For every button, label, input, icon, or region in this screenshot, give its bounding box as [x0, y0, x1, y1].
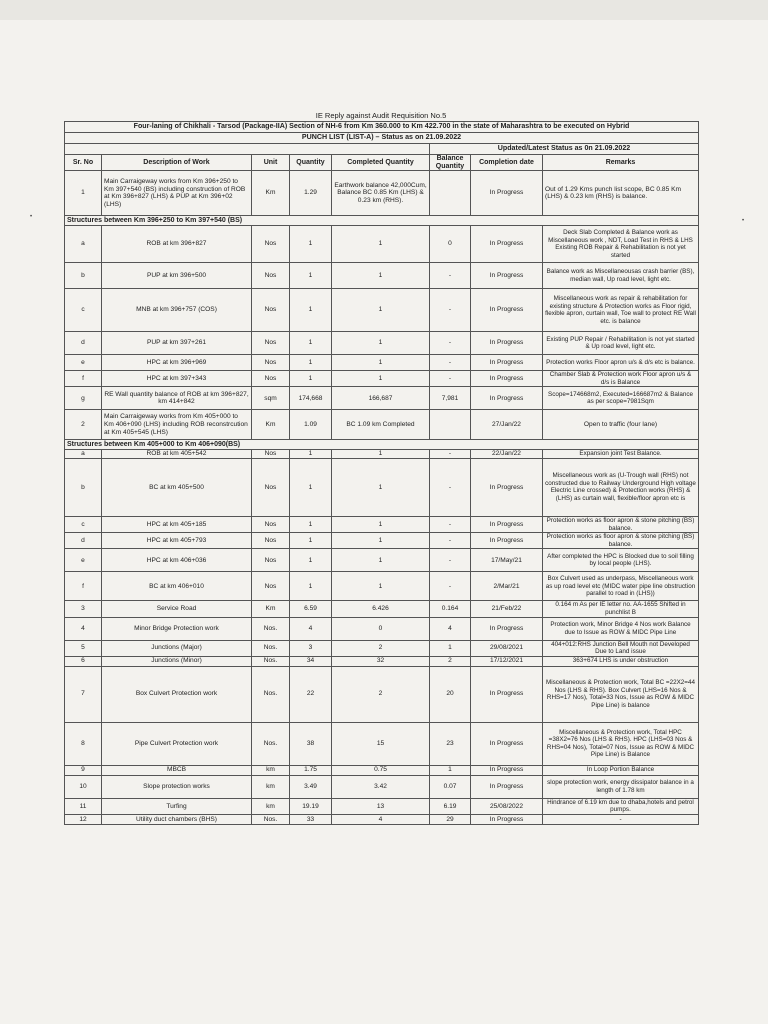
cell-remarks: Protection works Floor apron u/s & d/s etc is balance.: [543, 355, 699, 371]
cell-remarks: -: [543, 814, 699, 824]
cell-balance: -: [430, 450, 471, 459]
cell-balance: 1: [430, 640, 471, 656]
cell-description: Pipe Culvert Protection work: [102, 722, 252, 765]
cell-remarks: Deck Slab Completed & Balance work as Miscellaneous work , NDT, Load Test in RHS & LHS Existing ROB Repair & Rehabilitation is not yet started: [543, 226, 699, 263]
cell-description: Service Road: [102, 601, 252, 617]
cell-unit: Nos: [252, 332, 290, 355]
cell-quantity: 174,668: [290, 387, 332, 410]
cell-completed: 3.42: [332, 775, 430, 798]
cell-balance: 20: [430, 666, 471, 722]
cell-balance: 2: [430, 656, 471, 666]
cell-quantity: 1: [290, 458, 332, 516]
cell-description: HPC at km 405+793: [102, 533, 252, 549]
cell-unit: Nos: [252, 533, 290, 549]
cell-remarks: slope protection work, energy dissipator balance in a length of 1.78 km: [543, 775, 699, 798]
cell-sr-no: 10: [65, 775, 102, 798]
table-row: [65, 332, 699, 355]
cell-remarks: 404+012:RHS Junction Bell Mouth not Developed Due to Land issue: [543, 640, 699, 656]
table-row: [65, 798, 699, 814]
cell-sr-no: 7: [65, 666, 102, 722]
cell-completed: 166,687: [332, 387, 430, 410]
cell-balance: -: [430, 516, 471, 532]
cell-sr-no: 6: [65, 656, 102, 666]
scan-mark: •: [30, 214, 33, 220]
cell-date: In Progress: [471, 371, 543, 387]
cell-date: In Progress: [471, 289, 543, 332]
cell-sr-no: 11: [65, 798, 102, 814]
cell-date: In Progress: [471, 666, 543, 722]
cell-completed: 1: [332, 332, 430, 355]
cell-remarks: Miscellaneous work as (U-Trough wall (RHS) not constructed due to Railway Underground High voltage Electric Line crossed) & Protection works (RHS) & (LHS) as curtain wall, flexible/floor apron etc is: [543, 458, 699, 516]
cell-completed: 1: [332, 355, 430, 371]
cell-date: In Progress: [471, 263, 543, 289]
table-row: [65, 516, 699, 532]
table-row: [65, 458, 699, 516]
cell-date: In Progress: [471, 516, 543, 532]
cell-unit: Nos: [252, 226, 290, 263]
cell-description: HPC at km 397+343: [102, 371, 252, 387]
cell-description: ROB at km 396+827: [102, 226, 252, 263]
cell-date: In Progress: [471, 722, 543, 765]
cell-sr-no: 4: [65, 617, 102, 640]
section-heading: Structures between Km 396+250 to Km 397+540 (BS): [65, 216, 699, 226]
cell-quantity: 1.29: [290, 171, 332, 216]
table-header-row: [65, 155, 699, 171]
cell-unit: Nos: [252, 355, 290, 371]
punch-list-table: [64, 121, 699, 825]
cell-unit: km: [252, 798, 290, 814]
cell-sr-no: 2: [65, 410, 102, 440]
cell-quantity: 19.19: [290, 798, 332, 814]
cell-unit: Km: [252, 171, 290, 216]
cell-remarks: Miscellaneous work as repair & rehabilitation for existing structure & Protection works as Floor rigid, flexible apron, curtain wall, Toe wall to protect RE Wall etc. is balance: [543, 289, 699, 332]
cell-sr-no: c: [65, 289, 102, 332]
cell-completed: 1: [332, 263, 430, 289]
cell-sr-no: f: [65, 572, 102, 601]
header-balance-quantity: Balance Quantity: [430, 155, 471, 171]
cell-unit: Nos.: [252, 814, 290, 824]
structures-group-2: [65, 450, 699, 601]
cell-unit: Nos: [252, 572, 290, 601]
header-completion-date: Completion date: [471, 155, 543, 171]
cell-remarks: Miscellaneous & Protection work, Total HPC =38X2=76 Nos (LHS & RHS). HPC (LHS=03 Nos & RHS=04 Nos), Total=07 Nos, Issue as ROW & MIDC Pipe Line) is Balance: [543, 722, 699, 765]
cell-quantity: 1: [290, 371, 332, 387]
cell-description: BC at km 406+010: [102, 572, 252, 601]
cell-quantity: 1: [290, 572, 332, 601]
cell-balance: -: [430, 263, 471, 289]
cell-date: 22/Jan/22: [471, 450, 543, 459]
cell-date: In Progress: [471, 458, 543, 516]
cell-remarks: Out of 1.29 Kms punch list scope, BC 0.85 Km (LHS) & 0.23 km (RHS) is balance.: [543, 171, 699, 216]
table-row: [65, 775, 699, 798]
cell-quantity: 4: [290, 617, 332, 640]
cell-quantity: 1: [290, 332, 332, 355]
table-row: [65, 371, 699, 387]
header-unit: Unit: [252, 155, 290, 171]
table-row: [65, 640, 699, 656]
cell-description: Utility duct chambers (BHS): [102, 814, 252, 824]
cell-sr-no: d: [65, 533, 102, 549]
cell-balance: 0: [430, 226, 471, 263]
cell-remarks: Scope=174668m2, Executed=166687m2 & Balance as per scope=7981Sqm: [543, 387, 699, 410]
cell-description: HPC at km 396+969: [102, 355, 252, 371]
cell-description: Slope protection works: [102, 775, 252, 798]
cell-date: 29/08/2021: [471, 640, 543, 656]
cell-quantity: 1: [290, 263, 332, 289]
table-row: [65, 722, 699, 765]
cell-completed: 1: [332, 450, 430, 459]
cell-quantity: 22: [290, 666, 332, 722]
cell-unit: sqm: [252, 387, 290, 410]
cell-balance: -: [430, 355, 471, 371]
table-row: [65, 572, 699, 601]
cell-completed: 1: [332, 516, 430, 532]
table-row: [65, 226, 699, 263]
cell-unit: km: [252, 765, 290, 775]
updated-status: Updated/Latest Status as 0n 21.09.2022: [430, 144, 699, 155]
cell-date: 2/Mar/21: [471, 572, 543, 601]
cell-quantity: 3: [290, 640, 332, 656]
cell-date: 27/Jan/22: [471, 410, 543, 440]
cell-remarks: After completed the HPC is Blocked due to soil filling by local people (LHS).: [543, 549, 699, 572]
cell-completed: 6.426: [332, 601, 430, 617]
header-description: Description of Work: [102, 155, 252, 171]
cell-remarks: Expansion joint Test Balance.: [543, 450, 699, 459]
table-row: [65, 355, 699, 371]
cell-description: HPC at km 405+185: [102, 516, 252, 532]
cell-date: In Progress: [471, 814, 543, 824]
cell-date: In Progress: [471, 171, 543, 216]
cell-quantity: 1: [290, 533, 332, 549]
cell-completed: 1: [332, 533, 430, 549]
cell-description: PUP at km 397+261: [102, 332, 252, 355]
cell-unit: Nos: [252, 549, 290, 572]
cell-completed: 2: [332, 640, 430, 656]
cell-date: In Progress: [471, 765, 543, 775]
table-row: [65, 765, 699, 775]
cell-quantity: 38: [290, 722, 332, 765]
cell-balance: 23: [430, 722, 471, 765]
cell-balance: 29: [430, 814, 471, 824]
cell-balance: -: [430, 289, 471, 332]
cell-description: Minor Bridge Protection work: [102, 617, 252, 640]
cell-description: Turfing: [102, 798, 252, 814]
cell-completed: BC 1.09 km Completed: [332, 410, 430, 440]
cell-description: MNB at km 396+757 (COS): [102, 289, 252, 332]
cell-quantity: 33: [290, 814, 332, 824]
cell-completed: 2: [332, 666, 430, 722]
punch-list-title: PUNCH LIST (LIST-A) – Status as on 21.09.2022: [65, 133, 699, 144]
cell-sr-no: 9: [65, 765, 102, 775]
cell-balance: 7,981: [430, 387, 471, 410]
cell-date: In Progress: [471, 355, 543, 371]
cell-completed: 1: [332, 289, 430, 332]
cell-unit: Nos: [252, 263, 290, 289]
cell-completed: 0: [332, 617, 430, 640]
cell-unit: Nos.: [252, 640, 290, 656]
table-row: [65, 549, 699, 572]
cell-sr-no: f: [65, 371, 102, 387]
cell-unit: Nos: [252, 516, 290, 532]
cell-completed: 1: [332, 226, 430, 263]
cell-unit: Nos.: [252, 666, 290, 722]
cell-remarks: 363+674 LHS is under obstruction: [543, 656, 699, 666]
cell-remarks: Hindrance of 6.19 km due to dhaba,hotels and petrol pumps.: [543, 798, 699, 814]
cell-date: 21/Feb/22: [471, 601, 543, 617]
cell-description: BC at km 405+500: [102, 458, 252, 516]
cell-sr-no: c: [65, 516, 102, 532]
cell-quantity: 1: [290, 450, 332, 459]
cell-quantity: 34: [290, 656, 332, 666]
cell-description: Main Carraigeway works from Km 405+000 to Km 406+090 (LHS) including ROB reconstrcution at Km 405+545 (LHS): [102, 410, 252, 440]
cell-unit: km: [252, 775, 290, 798]
other-items-group: [65, 601, 699, 825]
table-row: [65, 410, 699, 440]
cell-remarks: Chamber Slab & Protection work Floor apron u/s & d/s is Balance: [543, 371, 699, 387]
cell-balance: -: [430, 549, 471, 572]
cell-sr-no: 12: [65, 814, 102, 824]
cell-description: HPC at km 406+036: [102, 549, 252, 572]
structures-group-1: [65, 226, 699, 410]
cell-balance: -: [430, 371, 471, 387]
cell-balance: 1: [430, 765, 471, 775]
cell-remarks: Protection works as floor apron & stone pitching (BS) balance.: [543, 516, 699, 532]
cell-completed: 1: [332, 458, 430, 516]
cell-unit: Nos.: [252, 656, 290, 666]
cell-completed: 13: [332, 798, 430, 814]
cell-balance: [430, 410, 471, 440]
cell-balance: 0.07: [430, 775, 471, 798]
cell-completed: 32: [332, 656, 430, 666]
document-page: [64, 110, 698, 825]
cell-unit: Nos.: [252, 722, 290, 765]
cell-remarks: Balance work as Miscellaneousas crash barrier (BS), median wall, Up road level, light etc.: [543, 263, 699, 289]
cell-completed: 1: [332, 549, 430, 572]
header-completed-quantity: Completed Quantity: [332, 155, 430, 171]
cell-sr-no: a: [65, 226, 102, 263]
cell-completed: 1: [332, 572, 430, 601]
cell-completed: 1: [332, 371, 430, 387]
header-remarks: Remarks: [543, 155, 699, 171]
header-quantity: Quantity: [290, 155, 332, 171]
table-row: [65, 601, 699, 617]
table-row: [65, 666, 699, 722]
cell-description: Junctions (Major): [102, 640, 252, 656]
cell-remarks: Protection works as floor apron & stone pitching (BS) balance.: [543, 533, 699, 549]
cell-completed: 0.75: [332, 765, 430, 775]
cell-balance: 6.19: [430, 798, 471, 814]
cell-sr-no: e: [65, 355, 102, 371]
cell-remarks: Protection work, Minor Bridge 4 Nos work Balance due to Issue as ROW & MIDC Pipe Line: [543, 617, 699, 640]
cell-balance: -: [430, 458, 471, 516]
cell-unit: Nos.: [252, 617, 290, 640]
cell-quantity: 1: [290, 289, 332, 332]
cell-quantity: 1.09: [290, 410, 332, 440]
cell-completed: 4: [332, 814, 430, 824]
project-title: Four-laning of Chikhali - Tarsod (Package-IIA) Section of NH-6 from Km 360.000 to Km 422.700 in the state of Maharashtra to be executed on Hybrid: [65, 122, 699, 133]
cell-description: RE Wall quantity balance of ROB at km 396+827, km 414+842: [102, 387, 252, 410]
cell-sr-no: g: [65, 387, 102, 410]
cell-date: In Progress: [471, 533, 543, 549]
scan-top-edge: [0, 0, 768, 20]
reference-title: IE Reply against Audit Requisition No.5: [315, 111, 447, 120]
scan-mark: •: [742, 218, 745, 224]
cell-unit: Km: [252, 601, 290, 617]
table-row: [65, 533, 699, 549]
cell-sr-no: d: [65, 332, 102, 355]
cell-unit: Nos: [252, 450, 290, 459]
cell-remarks: 0.164 m As per IE letter no. AA-1655 Shifted in punchlist B: [543, 601, 699, 617]
cell-description: Junctions (Minor): [102, 656, 252, 666]
table-row: [65, 171, 699, 216]
section-heading: Structures between Km 405+000 to Km 406+090(BS): [65, 440, 699, 450]
cell-sr-no: b: [65, 263, 102, 289]
table-row: [65, 617, 699, 640]
table-row: [65, 387, 699, 410]
cell-remarks: Box Culvert used as underpass, Miscellaneous work as up road level etc (MIDC water pipe line obstruction parallel to road in (LHS)): [543, 572, 699, 601]
cell-sr-no: 3: [65, 601, 102, 617]
cell-sr-no: e: [65, 549, 102, 572]
cell-date: 17/12/2021: [471, 656, 543, 666]
cell-quantity: 6.59: [290, 601, 332, 617]
cell-quantity: 1.75: [290, 765, 332, 775]
cell-description: ROB at km 405+542: [102, 450, 252, 459]
cell-description: PUP at km 396+500: [102, 263, 252, 289]
cell-date: 25/08/2022: [471, 798, 543, 814]
cell-quantity: 1: [290, 549, 332, 572]
cell-date: In Progress: [471, 332, 543, 355]
cell-balance: 4: [430, 617, 471, 640]
cell-sr-no: 5: [65, 640, 102, 656]
cell-remarks: Existing PUP Repair / Rehabilitation is not yet started & Up road level, light etc.: [543, 332, 699, 355]
cell-quantity: 1: [290, 355, 332, 371]
cell-quantity: 1: [290, 226, 332, 263]
table-row: [65, 450, 699, 459]
table-row: [65, 814, 699, 824]
cell-unit: Nos: [252, 289, 290, 332]
cell-unit: Nos: [252, 458, 290, 516]
cell-sr-no: a: [65, 450, 102, 459]
cell-quantity: 3.49: [290, 775, 332, 798]
cell-balance: 0.164: [430, 601, 471, 617]
cell-balance: -: [430, 332, 471, 355]
table-row: [65, 289, 699, 332]
cell-sr-no: 8: [65, 722, 102, 765]
cell-remarks: In Loop Portion Balance: [543, 765, 699, 775]
cell-date: In Progress: [471, 226, 543, 263]
cell-description: Main Carraigeway works from Km 396+250 to Km 397+540 (BS) including construction of ROB at Km 396+827 (LHS) & PUP at Km 396+02 (LHS): [102, 171, 252, 216]
cell-balance: -: [430, 572, 471, 601]
cell-balance: [430, 171, 471, 216]
table-row: [65, 656, 699, 666]
cell-date: In Progress: [471, 775, 543, 798]
cell-description: MBCB: [102, 765, 252, 775]
cell-remarks: Open to traffic (four lane): [543, 410, 699, 440]
cell-unit: Km: [252, 410, 290, 440]
cell-date: 17/May/21: [471, 549, 543, 572]
cell-quantity: 1: [290, 516, 332, 532]
header-sr-no: Sr. No: [65, 155, 102, 171]
table-row: [65, 263, 699, 289]
cell-unit: Nos: [252, 371, 290, 387]
cell-description: Box Culvert Protection work: [102, 666, 252, 722]
cell-balance: -: [430, 533, 471, 549]
cell-remarks: Miscellaneous & Protection work, Total BC =22X2=44 Nos (LHS & RHS). Box Culvert (LHS=16 Nos & RHS=17 Nos), Total=33 Nos, Issue as ROW & MIDC Pipe Line) is balance: [543, 666, 699, 722]
cell-date: In Progress: [471, 617, 543, 640]
cell-sr-no: b: [65, 458, 102, 516]
cell-completed: Earthwork balance 42,000Cum, Balance BC 0.85 Km (LHS) & 0.23 km (RHS).: [332, 171, 430, 216]
cell-sr-no: 1: [65, 171, 102, 216]
cell-date: In Progress: [471, 387, 543, 410]
cell-completed: 15: [332, 722, 430, 765]
